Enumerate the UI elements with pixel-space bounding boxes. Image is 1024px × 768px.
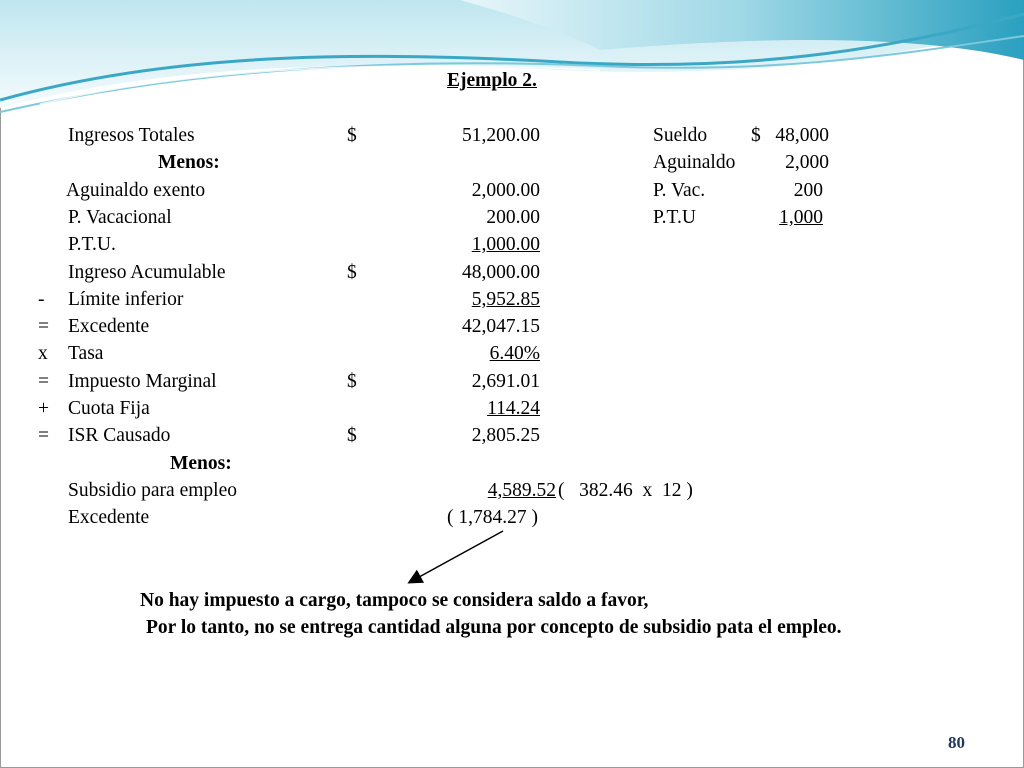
row-amount: 2,805.25 bbox=[471, 425, 540, 447]
side-label: Aguinaldo bbox=[653, 152, 736, 174]
currency-symbol: $ bbox=[347, 425, 357, 447]
row-label: Límite inferior bbox=[68, 288, 184, 310]
side-label: P. Vac. bbox=[653, 179, 706, 201]
page-title: Ejemplo 2. bbox=[447, 70, 537, 91]
note-line-2: Por lo tanto, no se entrega cantidad alguna por concepto de subsidio pata el empleo. bbox=[146, 617, 842, 638]
row-amount: 51,200.00 bbox=[462, 125, 540, 146]
row-label: P.T.U. bbox=[68, 234, 116, 256]
currency-symbol: $ bbox=[347, 125, 357, 146]
side-value: 200 bbox=[793, 179, 823, 201]
row-amount: 42,047.15 bbox=[462, 316, 540, 338]
row-label: P. Vacacional bbox=[68, 206, 172, 228]
row-amount: 6.40% bbox=[489, 343, 540, 365]
section-label: Menos: bbox=[170, 452, 232, 474]
row-amount: 5,952.85 bbox=[471, 288, 540, 310]
row-amount: 2,691.01 bbox=[471, 370, 540, 392]
row-operator: - bbox=[38, 288, 45, 310]
note-line-1: No hay impuesto a cargo, tampoco se considera saldo a favor, bbox=[140, 590, 649, 611]
row-operator: = bbox=[38, 425, 49, 447]
row-label: Aguinaldo exento bbox=[66, 179, 206, 201]
side-value: 2,000 bbox=[785, 152, 829, 174]
row-label: Cuota Fija bbox=[68, 398, 150, 419]
row-operator: = bbox=[38, 370, 49, 392]
row-operator: + bbox=[38, 398, 49, 419]
side-value: $ 48,000 bbox=[751, 125, 829, 146]
row-label: Subsidio para empleo bbox=[68, 479, 237, 501]
row-label: Excedente bbox=[68, 507, 150, 529]
page-number: 80 bbox=[948, 733, 965, 752]
section-label: Menos: bbox=[158, 152, 220, 174]
row-label: Impuesto Marginal bbox=[68, 370, 217, 392]
side-label: P.T.U bbox=[653, 206, 696, 228]
row-label: ISR Causado bbox=[68, 425, 171, 447]
row-amount: 2,000.00 bbox=[471, 179, 540, 201]
row-amount: 200.00 bbox=[486, 206, 540, 228]
row-label: Ingresos Totales bbox=[68, 125, 195, 146]
currency-symbol: $ bbox=[347, 370, 357, 392]
row-amount: 114.24 bbox=[487, 398, 540, 419]
row-amount: 48,000.00 bbox=[462, 261, 540, 283]
row-amount: 1,000.00 bbox=[471, 234, 540, 256]
row-operator: x bbox=[38, 343, 48, 365]
row-amount: 4,589.52 bbox=[487, 479, 556, 501]
row-amount: ( 1,784.27 ) bbox=[447, 507, 538, 529]
row-label: Excedente bbox=[68, 316, 150, 338]
row-label: Tasa bbox=[68, 343, 104, 365]
side-value: 1,000 bbox=[779, 206, 823, 228]
header-wave-decoration bbox=[0, 0, 1024, 120]
row-extra: ( 382.46 x 12 ) bbox=[558, 479, 693, 501]
row-label: Ingreso Acumulable bbox=[68, 261, 226, 283]
row-operator: = bbox=[38, 316, 49, 338]
side-label: Sueldo bbox=[653, 125, 708, 146]
currency-symbol: $ bbox=[347, 261, 357, 283]
